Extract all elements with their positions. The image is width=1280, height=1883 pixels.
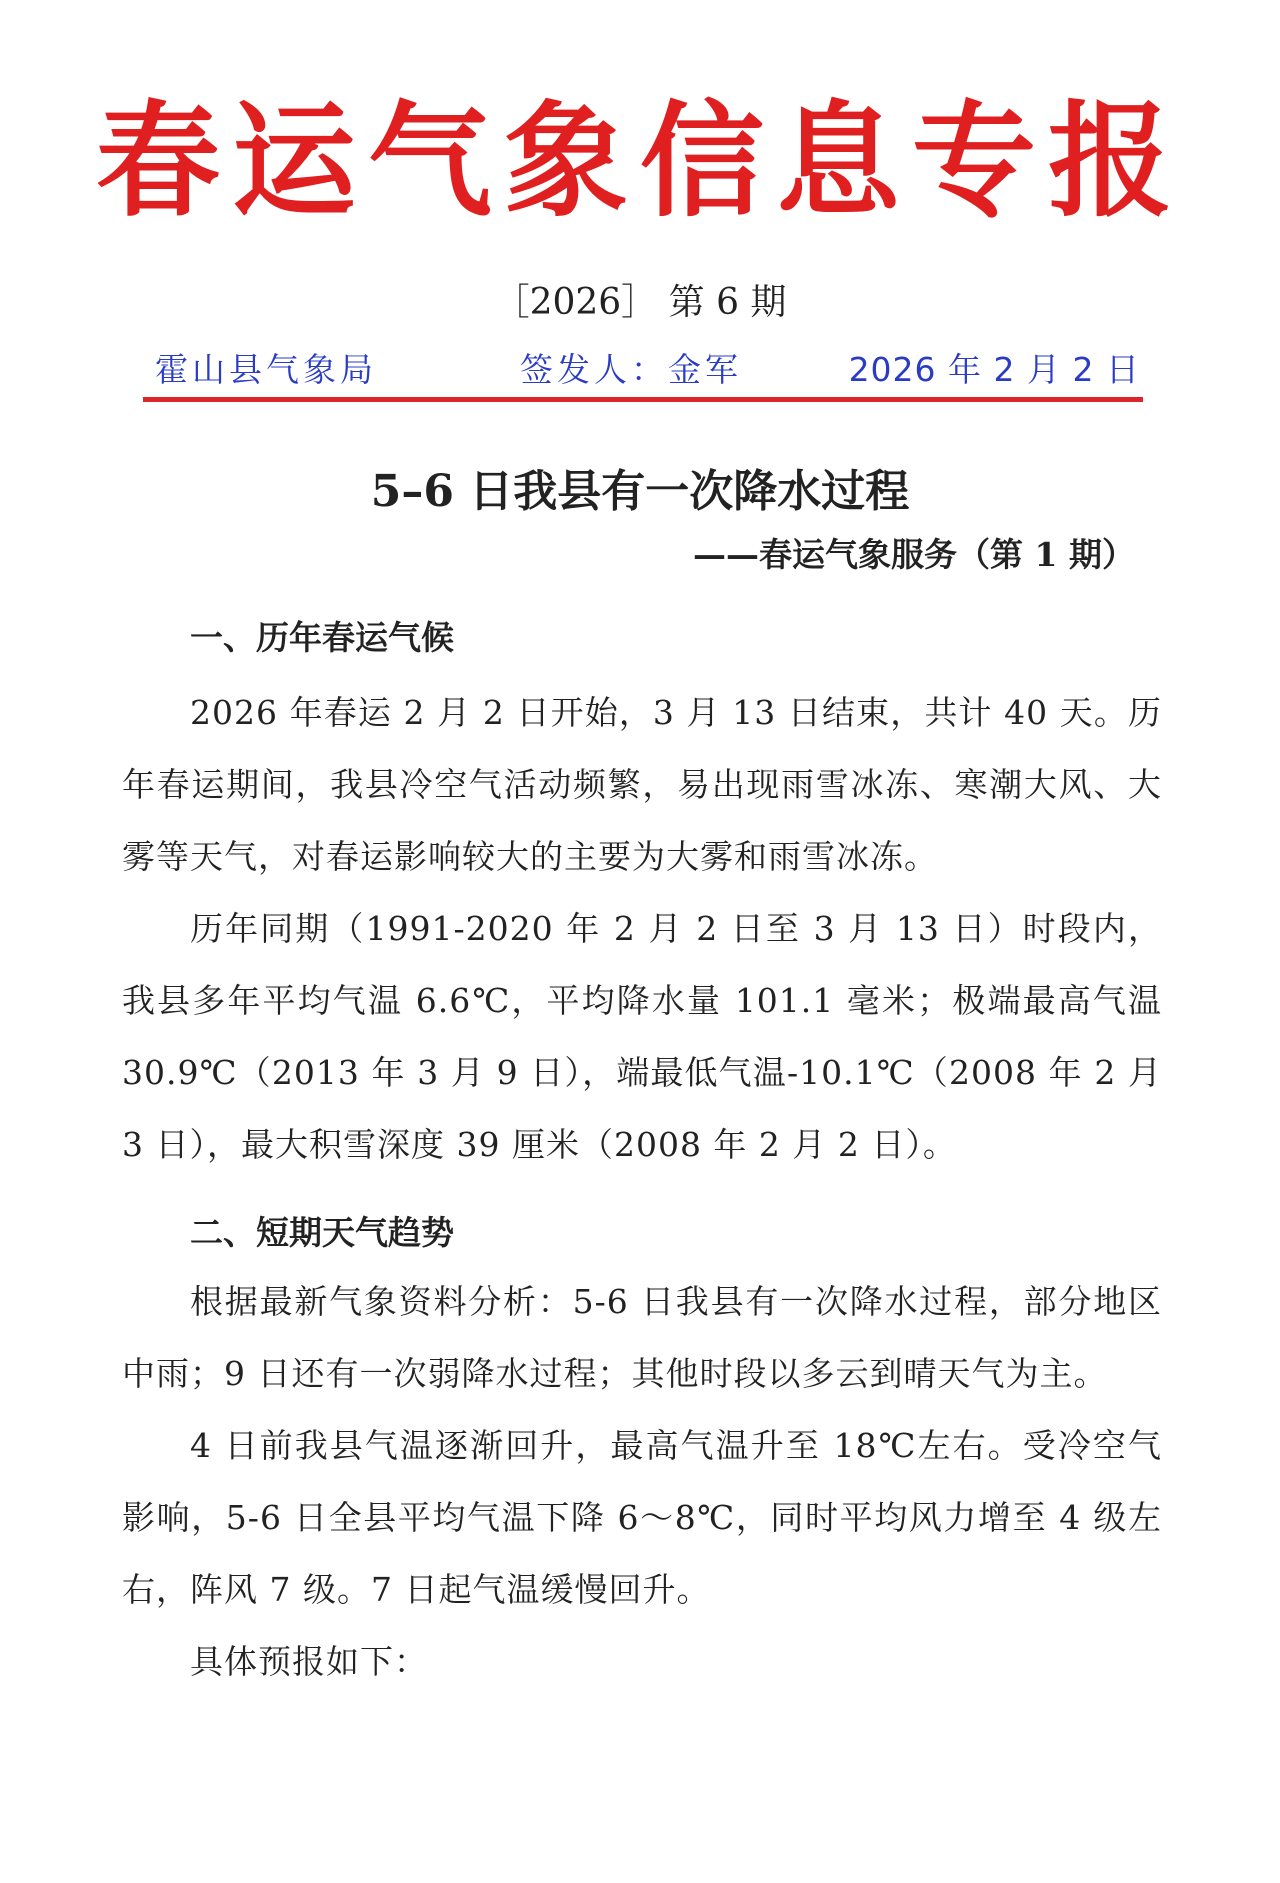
paragraph-climate-2: 历年同期（1991-2020 年 2 月 2 日至 3 月 13 日）时段内，我县多年平均气温 6.6℃，平均降水量 101.1 毫米；极端最高气温 30.9℃（2013 年 3 月 9 日），端最低气温-10.1℃（2008 年 2 月 3 日），最大积雪深度 39 厘米（2008 年 2 月 2 日）。 [122, 909, 1162, 1164]
paragraph-forecast-1: 根据最新气象资料分析：5-6 日我县有一次降水过程，部分地区中雨；9 日还有一次弱降水过程；其他时段以多云到晴天气为主。 [122, 1282, 1162, 1393]
header-divider [143, 397, 1143, 402]
signer: 签发人：金军 [520, 350, 742, 389]
section-heading-forecast: 二、短期天气趋势 [190, 1213, 454, 1252]
masthead-title: 春运气象信息专报 [95, 89, 1184, 234]
header-meta [155, 345, 1140, 395]
issuing-organization: 霍山县气象局 [155, 350, 377, 389]
paragraph-forecast-2: 4 日前我县气温逐渐回升，最高气温升至 18℃左右。受冷空气影响，5-6 日全县平均气温下降 6～8℃，同时平均风力增至 4 级左右，阵风 7 级。7 日起气温缓慢回升。 [122, 1426, 1162, 1609]
article-subtitle: ——春运气象服务（第 1 期） [693, 535, 1135, 574]
issue-date: 2026 年 2 月 2 日 [848, 350, 1140, 389]
paragraph-forecast-3: 具体预报如下： [190, 1642, 428, 1681]
article-headline: 5–6 日我县有一次降水过程 [370, 466, 910, 517]
issue-number: ［2026］ 第 6 期 [493, 282, 787, 323]
paragraph-climate-1: 2026 年春运 2 月 2 日开始，3 月 13 日结束，共计 40 天。历年春运期间，我县冷空气活动频繁，易出现雨雪冰冻、寒潮大风、大雾等天气，对春运影响较大的主要为大雾和雨雪冰冻。 [122, 693, 1162, 876]
section-heading-climate: 一、历年春运气候 [190, 618, 454, 657]
